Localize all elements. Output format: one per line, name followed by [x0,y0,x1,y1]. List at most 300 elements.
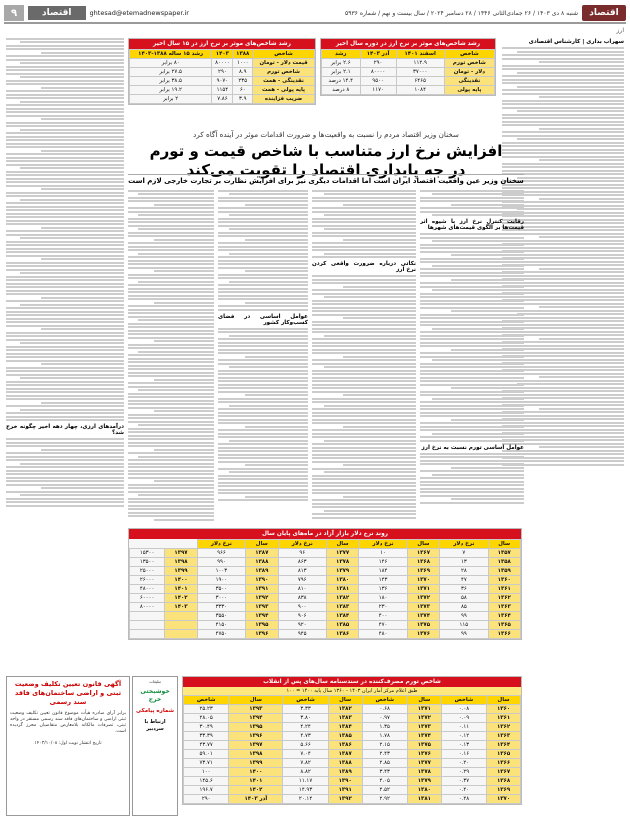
table-cell: ۱۳۸۵ [326,621,359,630]
table-row [130,612,521,621]
table-cell: ۳۳۳۰ [197,603,245,612]
table-cell: ۲۹۰ [212,68,233,77]
table-header: سال [488,540,521,549]
table-cell: ۴۳.۷۷ [184,741,229,750]
table-row [184,795,521,804]
article-column-3 [218,188,308,524]
table-cell: ۱۳۷۵ [407,621,440,630]
table-cell: ۹۵۰۰ [360,77,396,86]
table-row [184,723,521,732]
table-cell: ۱۴.۹۳ [283,786,328,795]
table-cell: ۱۳۹۱ [246,585,279,594]
table-cell: ۷.۸۲ [283,759,328,768]
table-cell: ۱۹.۲ برابر [130,86,212,95]
table-cell: ۱۳۹۸ [229,750,283,759]
table-header: سال [328,696,362,705]
table-cell: ۱۳۶ [359,585,407,594]
table-cell: ۴۸۰۰۰ [130,585,165,594]
table-cell: ۸.۸۲ [283,768,328,777]
table-cell: ۱۳۹۲ [246,594,279,603]
table-cell: ۲۳۵ [233,77,253,86]
table-row [184,714,521,723]
table-cell: ۱۳۶۰ [487,705,521,714]
table-row [184,750,521,759]
table-cell: ۱۳۹۰ [328,777,362,786]
table-cell: ۱۳۹۳ [246,603,279,612]
table-cell: ۰.۱۳ [441,741,486,750]
table-cell: ۱۳۷۰ [407,576,440,585]
table-cell: ۱۳۸۷ [328,750,362,759]
table-cell: ۳۵۰۰ [197,585,245,594]
subhead-3: عوامل اساسی در فضای کسب‌وکار کشور [218,313,308,326]
table-row [184,705,521,714]
headline-line-2: در جه پایداری اقتصاد را تقویت می‌کند [186,161,466,179]
table-row [184,768,521,777]
table-cell: ۱۳۷۱ [407,705,441,714]
table-cell: ۱۳۸۴ [328,723,362,732]
ad-title: آگهی قانون تعیین تکلیف وضعیت ثبتی و اراضی ساختمان‌های فاقد سند رسمی [14,680,122,706]
table-header: شاخص [253,50,315,59]
table-cell: ۲۶۰۰۰ [130,576,165,585]
table-cell: ۰.۱۶ [441,750,486,759]
table-cell: ۱۳۶۴ [487,741,521,750]
table-cell: ۰.۲۹ [441,768,486,777]
table-header: آذر ۱۴۰۳ [360,50,396,59]
kicker: ارز [616,27,624,34]
table-cell: ۱۰۸۴ [396,86,444,95]
table-cell: ۱۳۷۳ [407,603,440,612]
table-cell: ۱۳۸۶ [328,741,362,750]
table-cell: ۱۱۵ [440,621,488,630]
table-header: نرخ دلار [197,540,245,549]
table-header: شاخص [441,696,486,705]
table-cell: ۱۳۵۹ [488,567,521,576]
table-cell: ۱۱.۱۷ [283,777,328,786]
table-cell: ۵۸ [440,594,488,603]
table-cell: ۹۴۵ [278,630,326,639]
table-cell: ۴.۲۴ [283,723,328,732]
table-cell: ۱۳۶۵ [487,750,521,759]
table-cell [130,621,165,630]
table-cell: ۱۳۷۹ [326,567,359,576]
table-row [130,603,521,612]
table-cell: ۳۷۰۰۰ [396,68,444,77]
table-cell: ۱۴۰۰ [165,576,198,585]
table-cell: ۱۳۷۶ [407,630,440,639]
table-cell: ۰.۳۷ [441,777,486,786]
table-cell: ۲.۸۵ [362,759,407,768]
byline: سهراب بداری | کارشناس اقتصادی [528,39,624,45]
table-cell: ۱۱۲.۹ [396,59,444,68]
table-cell: ۹۲۰ [278,621,326,630]
headline-line-1: افزایش نرخ ارز متناسب با شاخص قیمت و تورم [149,142,503,160]
table-cell: ۱۳۶۶ [488,630,521,639]
headline-deck: سخنان وزیر عین واقعیت اقتصاد ایران است اما اقدامات دیگری نیز برای افزایش نظارت بر تجارت خارجی لازم است [128,174,524,185]
table-cell: ۱۳۷۷ [326,549,359,558]
table-cell: ۱۳۷۵ [407,741,441,750]
table-cell: ۱۳۶۸ [407,558,440,567]
table-cell: ۰.۴۰ [441,786,486,795]
table-cell: ۳۵۵۰ [197,612,245,621]
table-title: رشد شاخص‌های موثر بر نرخ ارز در ۱۵ سال اخیر [129,39,315,49]
table-cell: ۰.۰۸ [441,705,486,714]
table-cell: ۲۵۰۰۰ [130,567,165,576]
table-cell: ۱۹۰۰ [197,576,245,585]
table-header: نرخ دلار [359,540,407,549]
table-cell: آذر ۱۴۰۳ [229,795,283,804]
subhead-foreign-income: درآمدهای ارزی، چهار دهه اخیر چگونه خرج شد؟ [6,424,124,436]
table-cell: ۱۳۹۵ [246,621,279,630]
table-cell: ۱۸۴ [359,567,407,576]
table-cell: ۲۸.۰۵ [184,714,229,723]
table-cell: ۸۱۰ [278,585,326,594]
table-cell: ۲۷.۵ برابر [130,68,212,77]
table-cell: ۱۳۸۶ [326,630,359,639]
table-cell [165,630,198,639]
headline-overline: سخنان وزیر اقتصاد مردم را نسبت به واقعیت‌ها و ضرورت اقدامات موثر در آینده آگاه کرد [193,130,459,139]
table-cell: ۲۹۰ [184,795,229,804]
table-cell: ۴.۷۳ [283,732,328,741]
table-cell: ۹۰۰ [278,603,326,612]
table-cell: ۱۳۸۰ [407,786,441,795]
table-cell: ۴۷۰ [359,621,407,630]
table-title: روند نرخ دلار بازار آزاد در ماه‌های پایان سال [129,529,521,539]
table-cell: ۱۳۶۸ [487,777,521,786]
table-cell: ۱۳۶۵ [488,621,521,630]
table-cell: ۱۳۶۲ [488,594,521,603]
table-header: شاخص [362,696,407,705]
table-header: سال [407,540,440,549]
table-cell: ۱۱۷۰ [360,86,396,95]
table-cell: ۱۳۹۷ [229,741,283,750]
table-cell: ۱۳۷۱ [407,585,440,594]
table-cell: ۱۳۹۶ [229,732,283,741]
table-cell: ۱۳۹۰ [246,576,279,585]
table-cell: ۱۳۸۲ [326,594,359,603]
table-cell: ۱۳۷۹ [407,777,441,786]
table-cell: ۸۰۰۰۰ [360,68,396,77]
table-row [130,77,315,86]
table-cell: ۱۴۵.۶ [184,777,229,786]
table-row [130,567,521,576]
article-column-1 [420,188,524,524]
table-cell: ۱۳۶۴ [488,612,521,621]
table-cell: ۱۳۵۷ [488,549,521,558]
table-header: شاخص [444,50,494,59]
table-cell: ۱۳۶۲ [487,723,521,732]
table-cell: ۱۳۹۳ [229,705,283,714]
table-cell: ۱۳۶۹ [407,567,440,576]
promo-ad-sms: شماره پیامکی [135,708,175,714]
table-cell: ۱۴۰۳ [165,603,198,612]
table-cell [165,612,198,621]
table-cell: ۹۹ [440,612,488,621]
table-cell: ۱۳۶۶ [487,759,521,768]
table-cell: ۳.۴۳ [362,768,407,777]
table-cell: ۱۳۶۱ [487,714,521,723]
table-cell: نقدینگی [444,77,494,86]
table-cell: ۱۴۰۱ [165,585,198,594]
page-number: ۹ [4,5,24,21]
table-cell: ۶۰۰۰۰ [130,594,165,603]
table-cell: ۱۴۰۲ [165,594,198,603]
table-cell: ۱۳۹۵ [229,723,283,732]
table-cell: ۱۳۷۷ [407,759,441,768]
table-dollar-rate [128,528,522,640]
table-cell: ۱۳۸۱ [407,795,441,804]
table-header: رشد [322,50,361,59]
subhead-2: نکاتی درباره ضرورت واقعی کردن نرخ ارز [312,261,416,273]
table-cell [165,621,198,630]
table-cell: ۱۳ [440,558,488,567]
table-cell: ۰.۲۰ [441,759,486,768]
table-header: سال [326,540,359,549]
table-cell: ۱.۷۸ [362,732,407,741]
issue-line: شنبه ۸ دی ۱۴۰۳ / ۲۶ جمادی‌الثانی ۱۴۴۶ / ۲۸ دسامبر ۲۰۲۴ / سال بیست و نهم / شماره ۵۹۳۶ [345,9,578,17]
table-cell: ۱۳۷۴ [407,732,441,741]
table-cell: ۱۳۸۷ [246,549,279,558]
table-row [130,558,521,567]
table-cell: ۷۳.۷۱ [184,759,229,768]
table-cell: ۱۳۸۲ [328,705,362,714]
table-header: شاخص [283,696,328,705]
table-cell: ۱۳۸۹ [246,567,279,576]
table-cell: ۱۳۶۰ [488,576,521,585]
table-cell: ۴۰۰ [359,612,407,621]
table-cell: ۰.۱۱ [441,723,486,732]
table-cell: ۱۴۶ [359,558,407,567]
table-cell: ۱۳۵۰۰ [130,558,165,567]
table-cell: ۲۹۰ [360,59,396,68]
table-subtitle: طبق اعلام مرکز آمار ایران ۱۴۰۳ - ۱۳۶۰ سال پایه ۱۴۰۰ = ۱۰۰ [183,687,521,695]
section-tag: اقتصاد [28,6,86,20]
table-cell: ۳۰۰۰ [197,594,245,603]
table-cell: ۲ برابر [130,95,212,104]
table-cell: دلار - تومان [444,68,494,77]
table-row [322,68,495,77]
table-cell: ۷.۰۴ [283,750,328,759]
table-cell: ۴۸۰ [359,630,407,639]
table-cell: ۳۸.۵ برابر [130,77,212,86]
table-cell: ۱۳۸۹ [328,768,362,777]
table-cell: ۱۳۶۳ [488,603,521,612]
table-cell: ۱۳۶۹ [487,786,521,795]
table-cell: ۱۳۹۹ [165,567,198,576]
table-cell: ۱۰ [359,549,407,558]
table-cell: ۱۵۳۰۰ [130,549,165,558]
table-cell: ۹۹۰ [197,558,245,567]
table-cell: ۳۰.۴۹ [184,723,229,732]
table-cell: ۲.۱۵ [362,741,407,750]
table-cell: ۱۳۷۲ [407,714,441,723]
table-cell: ۱۳۹۴ [246,612,279,621]
table-cell: ۷.۸۶ [212,95,233,104]
table-cell: ۳۳.۳۹ [184,732,229,741]
table-header: نرخ دلار [278,540,326,549]
table-row [322,77,495,86]
table-cell: ۸۰ برابر [130,59,212,68]
table-cell: ۴.۵۲ [362,786,407,795]
table-cell: ۱۳۶۳ [487,732,521,741]
table-title: شاخص تورم مصرف‌کننده در سندسنامه سال‌های پس از انقلاب [183,677,521,687]
table-header: اسفند ۱۴۰۱ [396,50,444,59]
table-cell: پایه پولی [444,86,494,95]
table-cell: ۹۶ [278,549,326,558]
subhead-1: رقابت کنترل نرخ ارز با شیوه اثر قیمت‌ها بر الگوی قیمت‌های شهرها [420,219,524,231]
promo-ad-tag: تبلیغات [149,679,161,684]
table-cell: ۱۳۷۴ [407,612,440,621]
table-cell: ۰.۰۹ [441,714,486,723]
table-cell: ۲.۶ برابر [322,59,361,68]
table-header: سال [229,696,283,705]
table-row [130,68,315,77]
table-cell: ۲۵.۲۳ [184,705,229,714]
masthead [4,4,626,24]
table-header: شاخص [184,696,229,705]
legal-notice-ad[interactable] [6,676,130,816]
table-cell: ۹۰۶ [278,612,326,621]
table-cpi [182,676,522,805]
table-cell: ۴۷ [440,576,488,585]
table-cell: ۲۳۰ [359,603,407,612]
table-cell: ۰.۹۷ [362,714,407,723]
table-cell: ۸۱۳ [278,567,326,576]
table-cell: ۱۳۷۸ [407,768,441,777]
table-cell: ۹۰۷۰ [212,77,233,86]
table-cell: ۴۷۵۰ [197,630,245,639]
table-cell: ۱۱۵۴ [212,86,233,95]
table-cell: ۱۴۰۱ [229,777,283,786]
headline-block [128,130,524,180]
table-row [130,630,521,639]
table-row [130,585,521,594]
table-cell: ۱۳۸۸ [246,558,279,567]
promo-ad-contact: ارتباط با سردبیر [144,719,166,732]
table-cell [130,630,165,639]
table-cell: ۱۹۶.۷ [184,786,229,795]
table-row [322,59,495,68]
table-cell: ۱۴۰۰ [229,768,283,777]
table-cell: ۸ درصد [322,86,361,95]
table-row [130,576,521,585]
table-cell: ۱.۳۵ [362,723,407,732]
table-cell: ۴.۰۵ [362,777,407,786]
table-cell: شاخص تورم [253,68,315,77]
table-cell: ۱۳۷۲ [407,594,440,603]
table-cell: ۰.۱۲ [441,732,486,741]
table-row [130,621,521,630]
table-row [130,59,315,68]
table-cell: پایه پولی - همت [253,86,315,95]
table-cell: ۵.۶۶ [283,741,328,750]
table-header: رشد ۱۵ ساله ۱۳۸۸-۱۴۰۳ [130,50,212,59]
table-header: سال [407,696,441,705]
table-row [184,732,521,741]
table-cell: ۷ [440,549,488,558]
promo-ad[interactable] [132,676,178,816]
left-column [6,36,124,672]
email-address[interactable]: ghtesad@etemadnewspaper.ir [89,9,189,17]
article-column-2 [312,188,416,524]
table-cell: ۱۳۹۶ [246,630,279,639]
table-cell: ۸۵ [440,603,488,612]
table-header: سال [246,540,279,549]
table-header: سال [487,696,521,705]
table-cell: ۶۴۶۵ [396,77,444,86]
table-row [130,95,315,104]
table-cell: ۱۳۷۸ [326,558,359,567]
table-indicators-recent [320,38,496,96]
table-cell: ۳۶ [440,585,488,594]
table-cell: ۱۰۰۳ [197,567,245,576]
table-cell: ۸۶۳ [278,558,326,567]
table-cell: ۱۸۰ [359,594,407,603]
table-cell: ۴۱۵۰ [197,621,245,630]
table-cell: ۱۳۸۸ [328,759,362,768]
table-cell: ۱۳۹۷ [165,549,198,558]
table-row [184,741,521,750]
table-cell: قیمت دلار - تومان [253,59,315,68]
table-cell: ۱۳۸۵ [328,732,362,741]
table-title: رشد شاخص‌های موثر بر نرخ ارز در دوره سال اخیر [321,39,495,49]
table-row [130,549,521,558]
table-cell: ۱۴۳ [359,576,407,585]
table-cell: ۱۳۵۸ [488,558,521,567]
article-column-4 [128,188,214,524]
table-row [184,786,521,795]
table-cell: ۰.۶۸ [362,705,407,714]
table-cell: ۱۳۷۰ [487,795,521,804]
table-cell: ۲.۱ برابر [322,68,361,77]
table-cell: نقدینگی - همت [253,77,315,86]
table-cell: ۱۳۹۹ [229,759,283,768]
table-cell: ۹۹ [440,630,488,639]
table-header: ۱۴۰۳ [212,50,233,59]
table-cell: ۱۳۹۴ [229,714,283,723]
table-cell: ۱۳۸۳ [328,714,362,723]
table-cell: ۱۳۶۱ [488,585,521,594]
table-cell: ۹۶۶ [197,549,245,558]
table-cell: ۳.۳۳ [283,705,328,714]
table-row [130,86,315,95]
table-cell: ۰.۴۸ [441,795,486,804]
table-header: نرخ دلار [440,540,488,549]
ad-footer: تاریخ انتشار نوبت اول: ۱۴۰۳/۱۰/۰۸ [34,741,102,746]
table-cell: ۱۳۸۰ [326,576,359,585]
table-cell: ۲.۴۳ [362,750,407,759]
table-header: ۱۳۸۸ [233,50,253,59]
table-cell: ۷۹۶ [278,576,326,585]
table-cell: شاخص تورم [444,59,494,68]
table-row [184,759,521,768]
table-cell: ۱۳۹۲ [328,795,362,804]
table-cell: ۵۹.۰۱ [184,750,229,759]
table-cell: ۱۴۰۲ [229,786,283,795]
table-cell: ۱۳۸۱ [326,585,359,594]
table-row [184,777,521,786]
table-indicators-15-years [128,38,316,105]
table-cell: ۱۳۷۳ [407,723,441,732]
table-cell: ۶۰ [233,86,253,95]
table-cell: ۳.۹ [233,95,253,104]
table-row [130,594,521,603]
table-cell: ۱۰۰ [184,768,229,777]
promo-ad-headline: خوشبختی خرج [140,688,170,703]
ad-body: برابر آرای صادره هیأت موضوع قانون تعیین تکلیف وضعیت ثبتی اراضی و ساختمان‌های فاقد سند رسمی مستقر در واحد ثبتی، تصرفات مالکانه بلامعارض متقاضیان محرز گردیده است. [10,711,126,734]
table-cell: ۱۰۰۰ [233,59,253,68]
table-cell: ۸۰۰۰۰ [130,603,165,612]
subhead-4: عوامل اساسی تورم نسبت به نرخ ارز [421,444,524,451]
